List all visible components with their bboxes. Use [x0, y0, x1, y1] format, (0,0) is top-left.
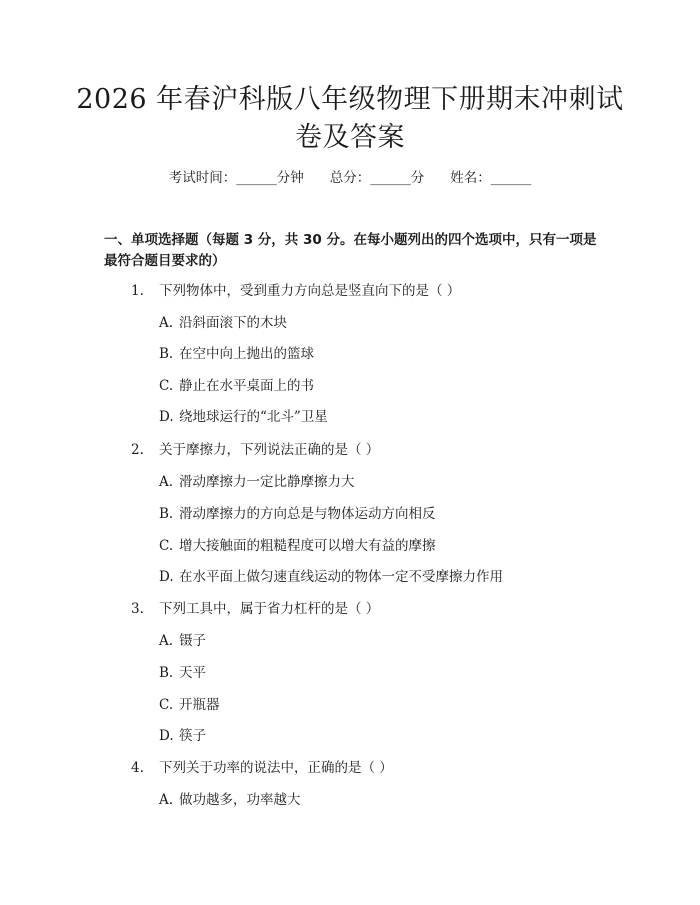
option-text: 在空中向上抛出的篮球: [179, 346, 314, 362]
option-letter: A.: [159, 792, 174, 808]
question-2-option-b: [159, 504, 436, 524]
option-text: 开瓶器: [179, 697, 220, 713]
option-text: 沿斜面滚下的木块: [179, 315, 287, 331]
question-3-option-c: [159, 695, 220, 715]
option-letter: C.: [159, 378, 174, 394]
option-text: 绕地球运行的“北斗”卫星: [179, 409, 328, 425]
question-1-option-b: [159, 344, 314, 364]
option-letter: B.: [159, 506, 174, 522]
total-score-field: 总分：______分: [329, 170, 425, 186]
option-letter: A.: [159, 315, 174, 331]
student-name-field: 姓名：______: [450, 170, 532, 186]
option-text: 镊子: [179, 633, 206, 649]
exam-time-field: 考试时间：______分钟: [168, 170, 304, 186]
question-number: 2.: [131, 442, 144, 458]
question-3-option-a: [159, 631, 206, 651]
option-text: 筷子: [179, 728, 206, 744]
option-letter: D.: [159, 728, 174, 744]
option-letter: C.: [159, 697, 174, 713]
question-number: 1.: [131, 283, 144, 299]
question-2-option-c: [159, 536, 436, 556]
option-letter: D.: [159, 409, 174, 425]
question-3: [131, 599, 379, 619]
question-1-option-d: [159, 407, 328, 427]
option-text: 滑动摩擦力一定比静摩擦力大: [179, 474, 355, 490]
exam-info-line: [0, 168, 700, 188]
option-text: 滑动摩擦力的方向总是与物体运动方向相反: [179, 506, 436, 522]
question-text: 下列关于功率的说法中，正确的是（ ）: [159, 760, 393, 776]
question-4-option-a: [159, 790, 301, 810]
option-letter: D.: [159, 569, 174, 585]
option-text: 天平: [179, 665, 206, 681]
question-1-option-a: [159, 313, 287, 333]
option-letter: A.: [159, 633, 174, 649]
question-number: 4.: [131, 760, 144, 776]
exam-title-line-2: 卷及答案: [295, 122, 405, 153]
question-2-option-d: [159, 567, 503, 587]
question-text: 下列工具中，属于省力杠杆的是（ ）: [159, 601, 380, 617]
section-heading-single-choice: 一、单项选择题（每题 3 分，共 30 分。在每小题列出的四个选项中，只有一项是最符合题目要求的）: [104, 232, 597, 269]
option-text: 增大接触面的粗糙程度可以增大有益的摩擦: [179, 538, 436, 554]
question-3-option-b: [159, 663, 206, 683]
question-1-option-c: [159, 376, 314, 396]
option-text: 做功越多，功率越大: [179, 792, 301, 808]
question-1: [131, 281, 460, 301]
question-4: [131, 758, 393, 778]
option-letter: B.: [159, 346, 174, 362]
question-2: [131, 440, 379, 460]
question-text: 关于摩擦力，下列说法正确的是（ ）: [159, 442, 380, 458]
option-text: 在水平面上做匀速直线运动的物体一定不受摩擦力作用: [179, 569, 503, 585]
question-text: 下列物体中，受到重力方向总是竖直向下的是（ ）: [159, 283, 461, 299]
option-text: 静止在水平桌面上的书: [179, 378, 314, 394]
question-2-option-a: [159, 472, 355, 492]
option-letter: C.: [159, 538, 174, 554]
question-3-option-d: [159, 726, 206, 746]
exam-title-line-1: 2026 年春沪科版八年级物理下册期末冲刺试: [76, 84, 624, 115]
question-number: 3.: [131, 601, 144, 617]
option-letter: A.: [159, 474, 174, 490]
option-letter: B.: [159, 665, 174, 681]
